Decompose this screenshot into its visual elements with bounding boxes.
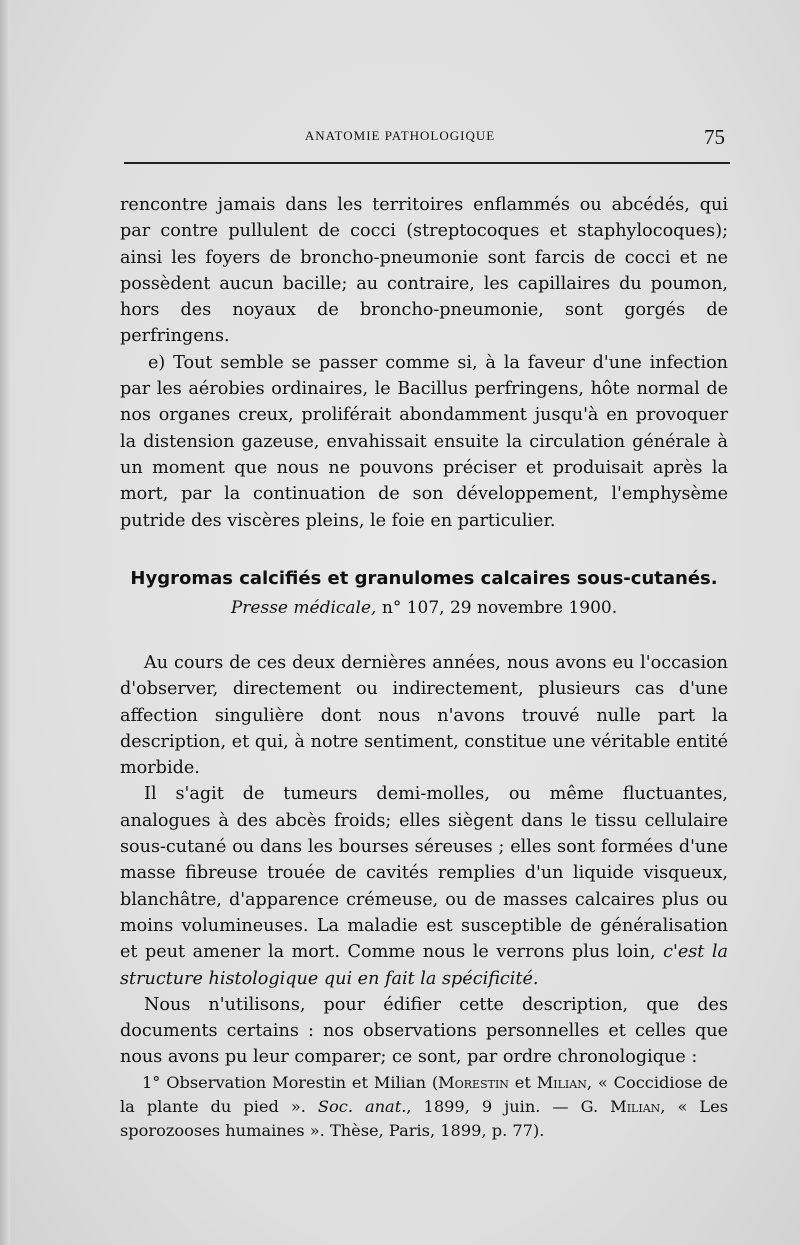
footnote-text-3: , « Coccidiose de la plante du pied ». xyxy=(120,1073,728,1117)
article-paragraph-3: Nous n'utilisons, pour édifier cette description, que des documents certains : nos observations personnelles et celles que nous avons pu leur comparer; ce sont, par ordre chronologique : xyxy=(120,994,728,1068)
article-body xyxy=(120,650,728,1071)
article-paragraph-2 xyxy=(120,781,728,991)
footnote-1 xyxy=(120,1071,728,1144)
paragraph-2-text: Il s'agit de tumeurs demi-molles, ou même fluctuantes, analogues à des abcès froids; elles siègent dans le tissu cellulaire sous-cutané ou dans les bourses séreuses ; elles sont formées d'une masse fibreuse trouée de cavités remplies d'un liquide visqueux, blanchâtre, d'apparence crémeuse, ou de masses calcaires plus ou moins volumineuses. La maladie est susceptible de généralisation et peut amener la mort. Comme nous le verrons plus loin, xyxy=(120,784,728,963)
paragraph-e: e) Tout semble se passer comme si, à la faveur d'une infection par les aérobies ordinaires, le Bacillus perfringens, hôte normal de nos organes creux, proliférait abondamment jusqu'à en provoquer la distension gazeuse, envahissait ensuite la circulation générale à un moment que nous ne pouvons préciser et produisait après la mort, par la continuation de son développement, l'emphysème putride des viscères pleins, le foie en particulier. xyxy=(120,352,728,531)
article-citation xyxy=(120,597,728,619)
article-title: Hygromas calcifiés et granulomes calcaires sous-cutanés. xyxy=(130,568,718,589)
footnote-author-morestin: Morestin xyxy=(438,1073,509,1092)
paragraph-2-italic: c'est la structure histologique qui en fait la spécificité. xyxy=(120,942,728,989)
footnote-text-2: et xyxy=(508,1073,537,1092)
citation-journal: Presse médicale, xyxy=(230,598,377,618)
paragraph-continued: rencontre jamais dans les territoires enflammés ou abcédés, qui par contre pullulent de cocci (streptocoques et staphylocoques); ainsi les foyers de broncho-pneumonie sont farcis de cocci et ne possèdent aucun bacille; au contraire, les capillaires du poumon, hors des noyaux de broncho-pneumonie, sont gorgés de perfringens. xyxy=(120,195,728,347)
footnote-text-5: , « Les sporozooses humaines ». Thèse, Paris, 1899, p. 77). xyxy=(120,1097,728,1141)
header-rule xyxy=(124,162,730,164)
footnote xyxy=(120,1071,728,1144)
footnote-journal: Soc. anat. xyxy=(317,1097,407,1117)
footnote-author-milian: Milian xyxy=(536,1073,587,1092)
page-number: 75 xyxy=(704,125,725,149)
footnote-text-1: 1° Observation Morestin et Milian ( xyxy=(142,1073,439,1092)
page-spine-shadow xyxy=(0,0,10,1245)
footnote-author-milian-2: Milian xyxy=(610,1097,661,1117)
running-title: ANATOMIE PATHOLOGIQUE xyxy=(304,128,496,143)
citation-details: n° 107, 29 novembre 1900. xyxy=(376,598,618,618)
footnote-text-4: , 1899, 9 juin. — G. xyxy=(406,1097,611,1117)
text-block-continuation xyxy=(120,192,728,534)
article-paragraph-1: Au cours de ces deux dernières années, nous avons eu l'occasion d'observer, directement ou indirectement, plusieurs cas d'une affection singulière dont nous n'avons trouvé nulle part la description, et qui, à notre sentiment, constitue une véritable entité morbide. xyxy=(120,653,728,779)
